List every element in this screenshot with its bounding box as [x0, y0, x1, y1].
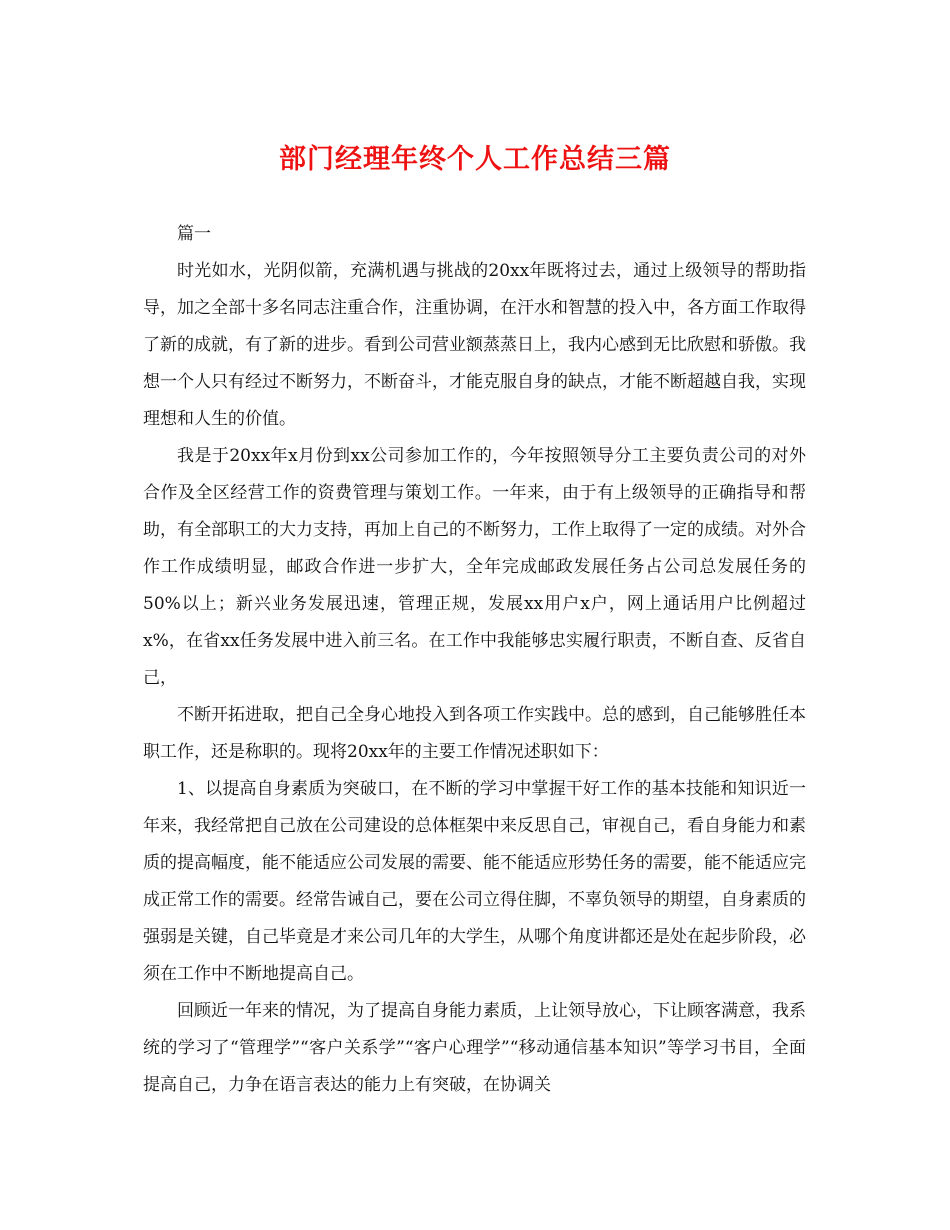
body-paragraph: 不断开拓进取，把自己全身心地投入到各项工作实践中。总的感到，自己能够胜任本职工作，还是称职的。现将20xx年的主要工作情况述职如下： — [143, 705, 806, 762]
body-paragraph: 回顾近一年来的情况，为了提高自身能力素质，上让领导放心，下让顾客满意，我系统的学习了“管理学”“客户关系学”“客户心理学”“移动通信基本知识”等学习书目，全面提高自己，力争在语言表达的能力上有突破，在协调关 — [143, 1001, 806, 1095]
document-body — [143, 216, 806, 1104]
body-paragraph: 时光如水，光阴似箭，充满机遇与挑战的20xx年既将过去，通过上级领导的帮助指导，加之全部十多名同志注重合作，注重协调，在汗水和智慧的投入中，各方面工作取得了新的成就，有了新的进步。看到公司营业额蒸蒸日上，我内心感到无比欣慰和骄傲。我想一个人只有经过不断努力，不断奋斗，才能克服自身的缺点，才能不断超越自我，实现理想和人生的价值。 — [143, 261, 806, 429]
document-title: 部门经理年终个人工作总结三篇 — [279, 144, 671, 175]
body-paragraph: 我是于20xx年x月份到xx公司参加工作的，今年按照领导分工主要负责公司的对外合作及全区经营工作的资费管理与策划工作。一年来，由于有上级领导的正确指导和帮助，有全部职工的大力支持，再加上自己的不断努力，工作上取得了一定的成绩。对外合作工作成绩明显，邮政合作进一步扩大，全年完成邮政发展任务占公司总发展任务的50%以上；新兴业务发展迅速，管理正规，发展xx用户x户，网上通话用户比例超过x%，在省xx任务发展中进入前三名。在工作中我能够忠实履行职责，不断自查、反省自己， — [143, 446, 806, 688]
section-heading: 篇一 — [177, 224, 211, 244]
body-paragraph: 1、以提高自身素质为突破口，在不断的学习中掌握干好工作的基本技能和知识近一年来，我经常把自己放在公司建设的总体框架中来反思自己，审视自己，看自身能力和素质的提高幅度，能不能适应公司发展的需要、能不能适应形势任务的需要，能不能适应完成正常工作的需要。经常告诫自己，要在公司立得住脚，不辜负领导的期望，自身素质的强弱是关键，自己毕竟是才来公司几年的大学生，从哪个角度讲都还是处在起步阶段，必须在工作中不断地提高自己。 — [143, 779, 806, 984]
